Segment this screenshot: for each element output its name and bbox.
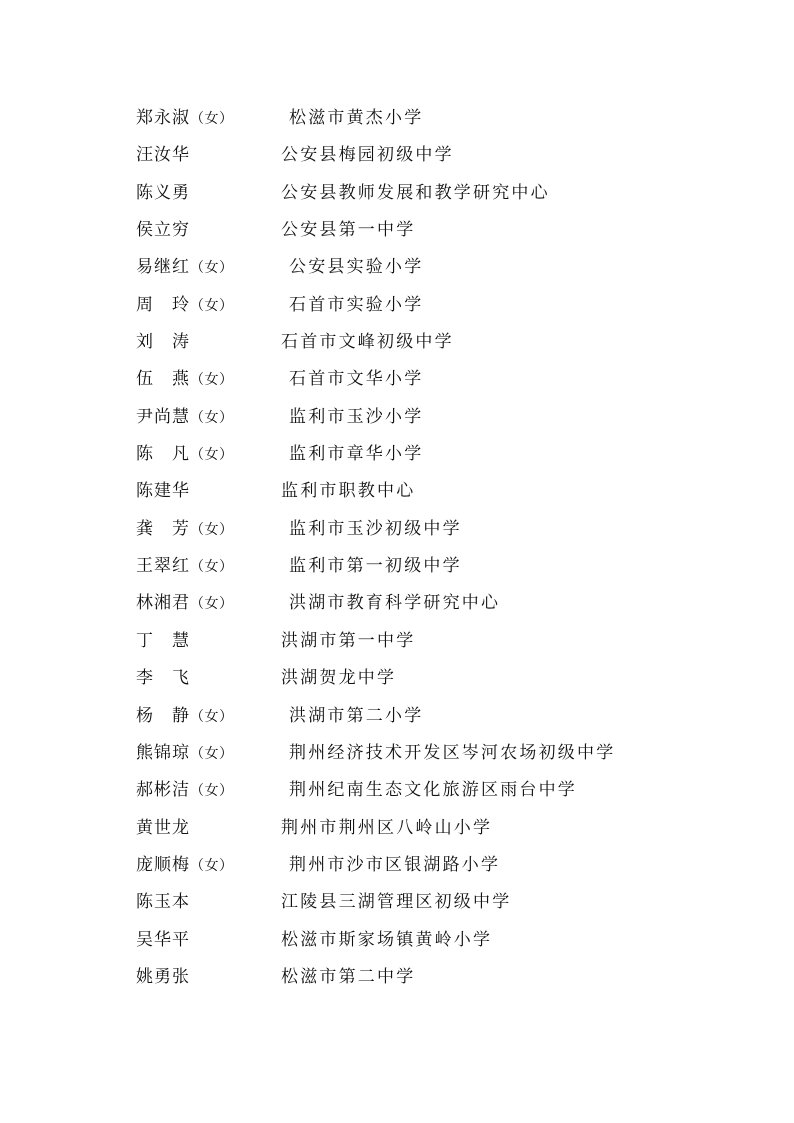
list-item	[136, 585, 756, 622]
gender-note: （女）	[190, 111, 234, 127]
person-name	[136, 511, 234, 549]
school-name: 公安县教师发展和教学研究中心	[281, 182, 550, 203]
school-name: 荆州经济技术开发区岑河农场初级中学	[289, 742, 616, 763]
list-item	[136, 735, 756, 772]
person-name	[136, 959, 190, 996]
gender-note: （女）	[190, 260, 234, 277]
gender-note: （女）	[190, 745, 234, 762]
gender-note: （女）	[190, 372, 234, 389]
name-text: 庞顺梅	[136, 854, 190, 875]
award-list	[136, 100, 756, 996]
person-name	[136, 810, 190, 847]
school-name: 石首市实验小学	[289, 294, 424, 315]
school-name: 松滋市黄杰小学	[289, 108, 424, 128]
person-name	[136, 212, 190, 249]
person-name	[136, 324, 190, 361]
list-item	[136, 212, 756, 249]
name-text: 丁 慧	[136, 630, 190, 651]
school-name: 石首市文峰初级中学	[281, 332, 454, 353]
list-item	[136, 959, 756, 996]
list-item	[136, 660, 756, 697]
gender-note: （女）	[190, 708, 234, 725]
school-name: 监利市第一初级中学	[289, 556, 462, 577]
name-text: 姚勇张	[136, 966, 190, 987]
gender-note: （女）	[190, 783, 234, 800]
person-name	[136, 585, 234, 623]
person-name	[136, 660, 190, 697]
person-name	[136, 772, 234, 810]
school-name: 监利市玉沙小学	[289, 406, 424, 427]
list-item	[136, 100, 756, 137]
name-text: 伍 燕	[136, 369, 190, 390]
school-name: 松滋市斯家场镇黄岭小学	[281, 929, 493, 950]
school-name: 石首市文华小学	[289, 369, 424, 390]
name-text: 龚 芳	[136, 518, 190, 539]
gender-note: （女）	[190, 559, 234, 576]
person-name	[136, 698, 234, 736]
person-name	[136, 100, 234, 138]
person-name	[136, 361, 234, 399]
list-item	[136, 623, 756, 660]
person-name	[136, 399, 234, 437]
person-name	[136, 175, 190, 212]
school-name: 公安县第一中学	[281, 220, 416, 241]
list-item	[136, 473, 756, 510]
school-name: 洪湖市第一中学	[281, 630, 416, 651]
list-item	[136, 137, 756, 174]
name-text: 郑永淑	[136, 108, 190, 128]
name-text: 陈 凡	[136, 444, 190, 465]
list-item	[136, 436, 756, 473]
list-item	[136, 548, 756, 585]
gender-note: （女）	[190, 521, 234, 538]
person-name	[136, 436, 234, 474]
person-name	[136, 735, 234, 773]
name-text: 林湘君	[136, 593, 190, 614]
list-item	[136, 698, 756, 735]
name-text: 周 玲	[136, 294, 190, 315]
list-item	[136, 884, 756, 921]
school-name: 洪湖市教育科学研究中心	[289, 593, 501, 614]
school-name: 松滋市第二中学	[281, 966, 416, 987]
school-name: 洪湖贺龙中学	[281, 668, 397, 689]
school-name: 监利市章华小学	[289, 444, 424, 465]
list-item	[136, 175, 756, 212]
name-text: 陈义勇	[136, 182, 190, 203]
name-text: 郝彬洁	[136, 780, 190, 801]
gender-note: （女）	[190, 297, 234, 314]
name-text: 王翠红	[136, 556, 190, 577]
school-name: 荆州市沙市区银湖路小学	[289, 854, 501, 875]
name-text: 吴华平	[136, 929, 190, 950]
school-name: 公安县梅园初级中学	[281, 145, 454, 166]
person-name	[136, 884, 190, 921]
school-name: 公安县实验小学	[289, 257, 424, 278]
name-text: 刘 涛	[136, 332, 190, 353]
name-text: 侯立穷	[136, 220, 190, 241]
list-item	[136, 922, 756, 959]
person-name	[136, 847, 234, 885]
gender-note: （女）	[190, 409, 234, 426]
name-text: 汪汝华	[136, 145, 190, 166]
person-name	[136, 922, 190, 959]
list-item	[136, 511, 756, 548]
person-name	[136, 473, 190, 510]
gender-note: （女）	[190, 857, 234, 874]
person-name	[136, 623, 190, 660]
name-text: 杨 静	[136, 705, 190, 726]
list-item	[136, 361, 756, 398]
name-text: 熊锦琼	[136, 742, 190, 763]
school-name: 监利市玉沙初级中学	[289, 518, 462, 539]
school-name: 江陵县三湖管理区初级中学	[281, 892, 512, 913]
list-item	[136, 772, 756, 809]
person-name	[136, 287, 234, 325]
name-text: 尹尚慧	[136, 406, 190, 427]
person-name	[136, 249, 234, 287]
name-text: 黄世龙	[136, 817, 190, 838]
list-item	[136, 810, 756, 847]
list-item	[136, 399, 756, 436]
person-name	[136, 137, 190, 174]
list-item	[136, 287, 756, 324]
name-text: 李 飞	[136, 668, 190, 689]
name-text: 陈玉本	[136, 892, 190, 913]
school-name: 荆州市荆州区八岭山小学	[281, 817, 493, 838]
name-text: 陈建华	[136, 481, 190, 502]
gender-note: （女）	[190, 596, 234, 613]
school-name: 监利市职教中心	[281, 481, 416, 502]
list-item	[136, 249, 756, 286]
list-item	[136, 324, 756, 361]
gender-note: （女）	[190, 447, 234, 464]
school-name: 洪湖市第二小学	[289, 705, 424, 726]
school-name: 荆州纪南生态文化旅游区雨台中学	[289, 780, 577, 801]
person-name	[136, 548, 234, 586]
list-item	[136, 847, 756, 884]
name-text: 易继红	[136, 257, 190, 278]
